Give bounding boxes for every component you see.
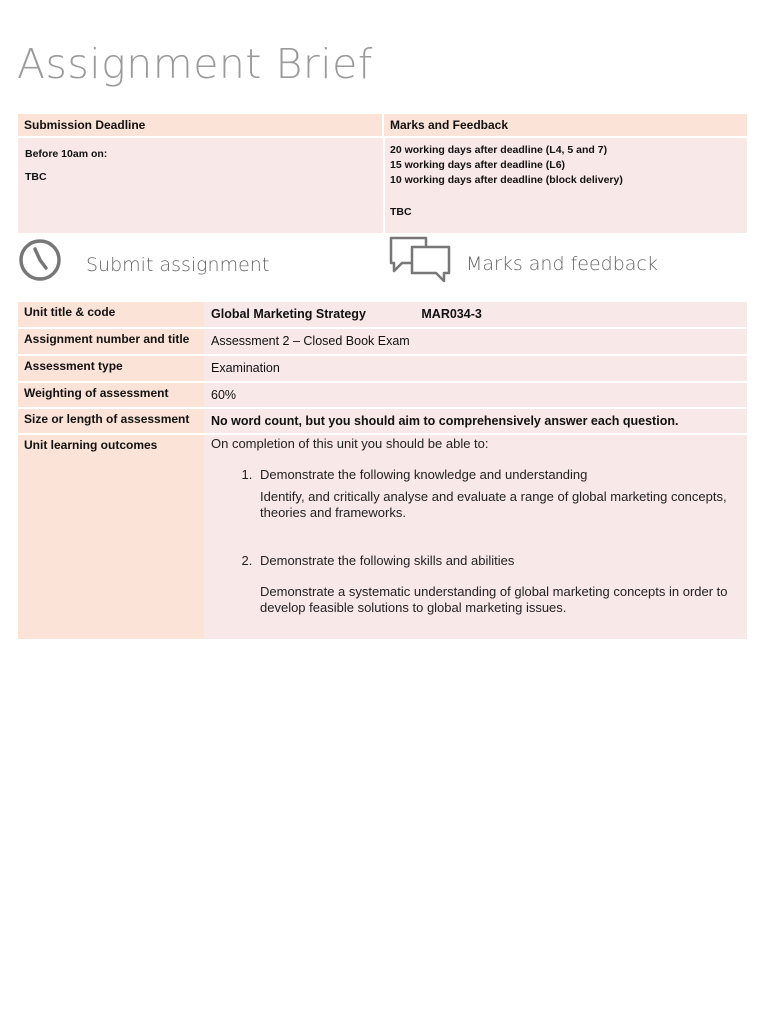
outcome-heading: 2. Demonstrate the following skills and abilities [260, 553, 515, 568]
unit-title-label: Unit title & code [18, 302, 204, 327]
tbc-right: TBC [390, 206, 412, 218]
submission-deadline-cell [18, 138, 383, 233]
list-item [256, 553, 747, 616]
list-item [256, 467, 747, 521]
unit-title-cell [204, 302, 747, 327]
assessment-type-value: Examination [204, 356, 747, 381]
assignment-details-table [18, 302, 747, 639]
page-title: Assignment Brief [17, 40, 373, 88]
before-text: Before 10am on: [25, 148, 108, 160]
outcome-text: Identify, and critically analyse and evaluate a range of global marketing concepts, theories and frameworks. [260, 489, 727, 520]
weighting-value: 60% [204, 383, 747, 407]
table-row [18, 383, 747, 409]
assessment-type-label: Assessment type [18, 356, 204, 381]
marks-feedback-header: Marks and Feedback [382, 114, 747, 136]
learning-outcomes-label: Unit learning outcomes [18, 435, 204, 639]
submission-deadline-header: Submission Deadline [24, 118, 146, 132]
table-row [18, 435, 747, 639]
deadline-table [18, 114, 747, 233]
learning-outcomes-cell [204, 435, 747, 639]
size-value: No word count, but you should aim to comprehensively answer each question. [204, 409, 747, 433]
chat-bubbles-icon [388, 235, 452, 283]
feedback-line: 20 working days after deadline (L4, 5 and 7) [390, 144, 608, 156]
feedback-line: 15 working days after deadline (L6) [390, 159, 566, 171]
outcome-text: Demonstrate a systematic understanding of global marketing concepts in order to develop feasible solutions to global marketing issues. [260, 584, 728, 615]
outcomes-list [211, 467, 747, 616]
marks-feedback-cell [383, 138, 747, 233]
assignment-number-value: Assessment 2 – Closed Book Exam [204, 329, 747, 354]
unit-title: Global Marketing Strategy [211, 307, 366, 321]
table-row [18, 356, 747, 383]
outcomes-intro: On completion of this unit you should be able to: [211, 436, 489, 451]
marks-feedback-label: Marks and feedback [466, 253, 658, 275]
feedback-line: 10 working days after deadline (block delivery) [390, 174, 623, 186]
outcome-heading: 1. Demonstrate the following knowledge and understanding [260, 467, 588, 482]
deadline-header-row [18, 114, 747, 138]
weighting-label: Weighting of assessment [18, 383, 204, 407]
size-label: Size or length of assessment [18, 409, 204, 433]
clock-icon [18, 237, 62, 283]
deadline-body-row [18, 138, 747, 233]
unit-code: MAR034-3 [421, 307, 482, 321]
table-row [18, 329, 747, 356]
table-row [18, 302, 747, 329]
assignment-number-label: Assignment number and title [18, 329, 204, 354]
submit-assignment-label: Submit assignment [86, 254, 270, 276]
icon-row [18, 235, 747, 287]
tbc-left: TBC [25, 171, 47, 183]
table-row [18, 409, 747, 435]
